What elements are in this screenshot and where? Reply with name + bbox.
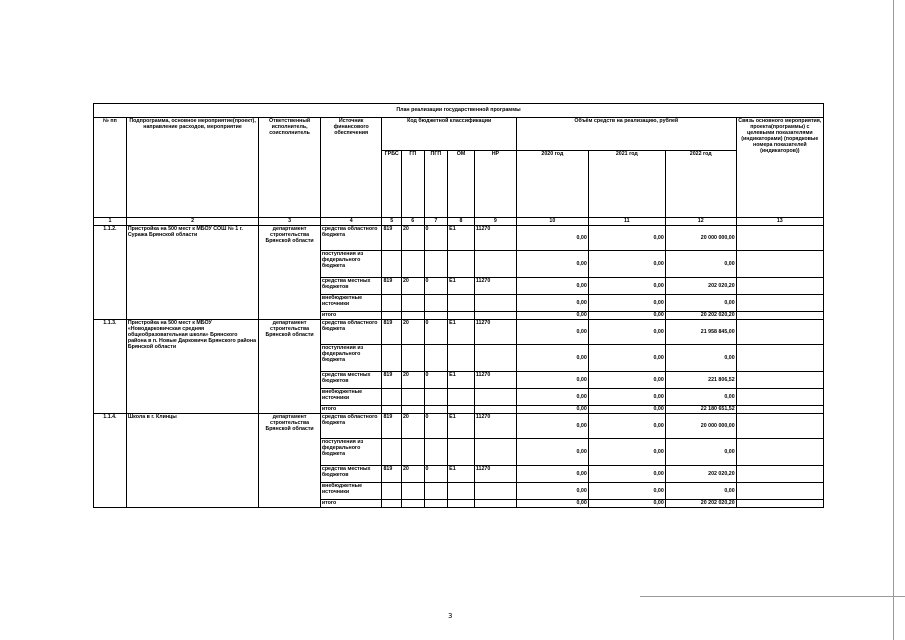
- column-number: 12: [665, 218, 736, 226]
- column-number: 11: [588, 218, 665, 226]
- gp-code: [401, 345, 424, 372]
- value-2021: 0,00: [588, 372, 665, 389]
- indicator-link: [736, 389, 823, 406]
- grbs-code: 819: [382, 372, 402, 389]
- value-2020: 0,00: [516, 466, 588, 483]
- header-event: Подпрограмма, основное мероприятие(проект), направление расходов, мероприятие: [126, 118, 258, 218]
- value-2020: 0,00: [516, 226, 588, 251]
- header-volume: Объём средств на реализацию, рублей: [516, 118, 736, 151]
- header-responsible: Ответственный исполнитель, соисполнитель: [259, 118, 321, 218]
- responsible-executor: департамент строительства Брянской области: [259, 320, 321, 414]
- nr-code: 11270: [474, 320, 516, 345]
- table-row: [94, 226, 824, 251]
- column-number: 9: [474, 218, 516, 226]
- column-number: 7: [424, 218, 448, 226]
- funding-source: итого: [320, 312, 382, 320]
- pgp-code: [424, 345, 448, 372]
- nr-code: [474, 312, 516, 320]
- gp-code: 20: [401, 320, 424, 345]
- value-2022: 0,00: [665, 345, 736, 372]
- header-2020: 2020 год: [516, 151, 588, 218]
- gp-code: [401, 312, 424, 320]
- grbs-code: [382, 345, 402, 372]
- value-2022: 0,00: [665, 295, 736, 312]
- indicator-link: [736, 466, 823, 483]
- om-code: [448, 312, 475, 320]
- column-number: 10: [516, 218, 588, 226]
- pgp-code: [424, 389, 448, 406]
- value-2022: 20 202 020,20: [665, 312, 736, 320]
- value-2021: 0,00: [588, 295, 665, 312]
- om-code: [448, 345, 475, 372]
- pgp-code: [424, 500, 448, 508]
- value-2020: 0,00: [516, 278, 588, 295]
- om-code: [448, 406, 475, 414]
- nr-code: [474, 345, 516, 372]
- om-code: E1: [448, 466, 475, 483]
- grbs-code: [382, 439, 402, 466]
- value-2020: 0,00: [516, 414, 588, 439]
- gp-code: 20: [401, 372, 424, 389]
- value-2021: 0,00: [588, 226, 665, 251]
- indicator-link: [736, 226, 823, 251]
- event-name: Пристройка на 500 мест к МБОУ СОШ № 1 г. Суража Брянской области: [126, 226, 258, 320]
- gp-code: 20: [401, 414, 424, 439]
- table-row: [94, 320, 824, 345]
- value-2021: 0,00: [588, 312, 665, 320]
- gp-code: [401, 406, 424, 414]
- value-2021: 0,00: [588, 483, 665, 500]
- indicator-link: [736, 372, 823, 389]
- value-2021: 0,00: [588, 500, 665, 508]
- header-source: Источник финансового обеспечения: [320, 118, 382, 218]
- value-2021: 0,00: [588, 439, 665, 466]
- column-number: 4: [320, 218, 382, 226]
- om-code: [448, 500, 475, 508]
- header-nr: НР: [474, 151, 516, 218]
- gp-code: 20: [401, 278, 424, 295]
- column-number: 1: [94, 218, 127, 226]
- nr-code: [474, 500, 516, 508]
- grbs-code: 819: [382, 226, 402, 251]
- pgp-code: [424, 251, 448, 278]
- column-number: 13: [736, 218, 823, 226]
- funding-source: средства областного бюджета: [320, 320, 382, 345]
- column-number: 3: [259, 218, 321, 226]
- pgp-code: 0: [424, 372, 448, 389]
- pgp-code: 0: [424, 320, 448, 345]
- nr-code: [474, 295, 516, 312]
- gp-code: [401, 500, 424, 508]
- header-2022: 2022 год: [665, 151, 736, 218]
- table-title: План реализации государственной программы: [94, 104, 824, 118]
- value-2022: 21 958 845,00: [665, 320, 736, 345]
- column-number: 6: [401, 218, 424, 226]
- value-2022: 20 202 020,20: [665, 500, 736, 508]
- funding-source: средства местных бюджетов: [320, 278, 382, 295]
- pgp-code: 0: [424, 466, 448, 483]
- column-number: 2: [126, 218, 258, 226]
- funding-source: поступления из федерального бюджета: [320, 345, 382, 372]
- nr-code: 11270: [474, 466, 516, 483]
- value-2022: 22 180 651,52: [665, 406, 736, 414]
- gp-code: [401, 483, 424, 500]
- value-2022: 0,00: [665, 251, 736, 278]
- nr-code: 11270: [474, 278, 516, 295]
- value-2021: 0,00: [588, 278, 665, 295]
- row-number: 1.1.4.: [94, 414, 127, 508]
- header-om: ОМ: [448, 151, 475, 218]
- grbs-code: 819: [382, 278, 402, 295]
- indicator-link: [736, 345, 823, 372]
- funding-source: средства областного бюджета: [320, 414, 382, 439]
- program-plan-table: [93, 103, 824, 508]
- grbs-code: [382, 389, 402, 406]
- value-2022: 0,00: [665, 389, 736, 406]
- scan-edge-right: [893, 0, 894, 640]
- header-gp: ГП: [401, 151, 424, 218]
- indicator-link: [736, 483, 823, 500]
- funding-source: средства местных бюджетов: [320, 466, 382, 483]
- value-2020: 0,00: [516, 251, 588, 278]
- grbs-code: [382, 295, 402, 312]
- value-2020: 0,00: [516, 320, 588, 345]
- gp-code: [401, 251, 424, 278]
- grbs-code: [382, 483, 402, 500]
- om-code: [448, 251, 475, 278]
- nr-code: [474, 439, 516, 466]
- indicator-link: [736, 295, 823, 312]
- value-2020: 0,00: [516, 295, 588, 312]
- grbs-code: [382, 406, 402, 414]
- value-2020: 0,00: [516, 500, 588, 508]
- header-num: № пп: [94, 118, 127, 218]
- om-code: E1: [448, 278, 475, 295]
- funding-source: поступления из федерального бюджета: [320, 439, 382, 466]
- value-2020: 0,00: [516, 406, 588, 414]
- value-2020: 0,00: [516, 312, 588, 320]
- indicator-link: [736, 500, 823, 508]
- header-2021: 2021 год: [588, 151, 665, 218]
- nr-code: [474, 406, 516, 414]
- value-2022: 20 000 000,00: [665, 414, 736, 439]
- column-numbers-row: [94, 218, 824, 226]
- indicator-link: [736, 278, 823, 295]
- header-pgp: ПГП: [424, 151, 448, 218]
- pgp-code: [424, 483, 448, 500]
- value-2021: 0,00: [588, 251, 665, 278]
- header-budget-code: Код бюджетной классификации: [382, 118, 516, 151]
- funding-source: поступления из федерального бюджета: [320, 251, 382, 278]
- gp-code: [401, 389, 424, 406]
- column-number: 8: [448, 218, 475, 226]
- om-code: [448, 389, 475, 406]
- value-2021: 0,00: [588, 406, 665, 414]
- value-2022: 202 020,20: [665, 466, 736, 483]
- pgp-code: 0: [424, 226, 448, 251]
- grbs-code: [382, 500, 402, 508]
- om-code: E1: [448, 414, 475, 439]
- pgp-code: [424, 439, 448, 466]
- grbs-code: 819: [382, 414, 402, 439]
- nr-code: 11270: [474, 372, 516, 389]
- om-code: [448, 439, 475, 466]
- value-2020: 0,00: [516, 389, 588, 406]
- value-2022: 0,00: [665, 439, 736, 466]
- row-number: 1.1.3.: [94, 320, 127, 414]
- row-number: 1.1.2.: [94, 226, 127, 320]
- value-2021: 0,00: [588, 414, 665, 439]
- grbs-code: [382, 312, 402, 320]
- funding-source: итого: [320, 406, 382, 414]
- value-2022: 20 000 000,00: [665, 226, 736, 251]
- om-code: E1: [448, 226, 475, 251]
- indicator-link: [736, 251, 823, 278]
- funding-source: средства областного бюджета: [320, 226, 382, 251]
- value-2021: 0,00: [588, 320, 665, 345]
- value-2020: 0,00: [516, 439, 588, 466]
- value-2020: 0,00: [516, 345, 588, 372]
- funding-source: итого: [320, 500, 382, 508]
- column-number: 5: [382, 218, 402, 226]
- value-2020: 0,00: [516, 372, 588, 389]
- pgp-code: [424, 312, 448, 320]
- value-2022: 202 020,20: [665, 278, 736, 295]
- event-name: Школа в г. Клинцы: [126, 414, 258, 508]
- gp-code: 20: [401, 226, 424, 251]
- responsible-executor: департамент строительства Брянской области: [259, 414, 321, 508]
- value-2022: 221 806,52: [665, 372, 736, 389]
- responsible-executor: департамент строительства Брянской области: [259, 226, 321, 320]
- grbs-code: [382, 251, 402, 278]
- om-code: E1: [448, 320, 475, 345]
- nr-code: [474, 483, 516, 500]
- nr-code: [474, 251, 516, 278]
- om-code: [448, 483, 475, 500]
- indicator-link: [736, 320, 823, 345]
- table-row: [94, 414, 824, 439]
- indicator-link: [736, 414, 823, 439]
- value-2020: 0,00: [516, 483, 588, 500]
- gp-code: [401, 439, 424, 466]
- pgp-code: 0: [424, 414, 448, 439]
- value-2021: 0,00: [588, 389, 665, 406]
- nr-code: 11270: [474, 226, 516, 251]
- grbs-code: 819: [382, 466, 402, 483]
- om-code: [448, 295, 475, 312]
- pgp-code: [424, 295, 448, 312]
- scan-edge-bottom: [640, 596, 905, 597]
- header-indicator-link: Связь основного мероприятия, проекта(программы) с целевыми показателями (индикаторами) (порядковые номера показателей (индикаторов)): [736, 118, 823, 218]
- gp-code: 20: [401, 466, 424, 483]
- value-2022: 0,00: [665, 483, 736, 500]
- indicator-link: [736, 439, 823, 466]
- funding-source: внебюджетные источники: [320, 295, 382, 312]
- funding-source: средства местных бюджетов: [320, 372, 382, 389]
- indicator-link: [736, 406, 823, 414]
- nr-code: [474, 389, 516, 406]
- om-code: E1: [448, 372, 475, 389]
- grbs-code: 819: [382, 320, 402, 345]
- header-grbs: ГРБС: [382, 151, 402, 218]
- funding-source: внебюджетные источники: [320, 389, 382, 406]
- gp-code: [401, 295, 424, 312]
- nr-code: 11270: [474, 414, 516, 439]
- value-2021: 0,00: [588, 466, 665, 483]
- page-number: 3: [448, 612, 453, 620]
- pgp-code: [424, 406, 448, 414]
- pgp-code: 0: [424, 278, 448, 295]
- event-name: Пристройка на 500 мест к МБОУ «Новодарковичская средняя общеобразовательная школа» Брянского района в п. Новые Дарковичи Брянского района Брянской области: [126, 320, 258, 414]
- indicator-link: [736, 312, 823, 320]
- value-2021: 0,00: [588, 345, 665, 372]
- funding-source: внебюджетные источники: [320, 483, 382, 500]
